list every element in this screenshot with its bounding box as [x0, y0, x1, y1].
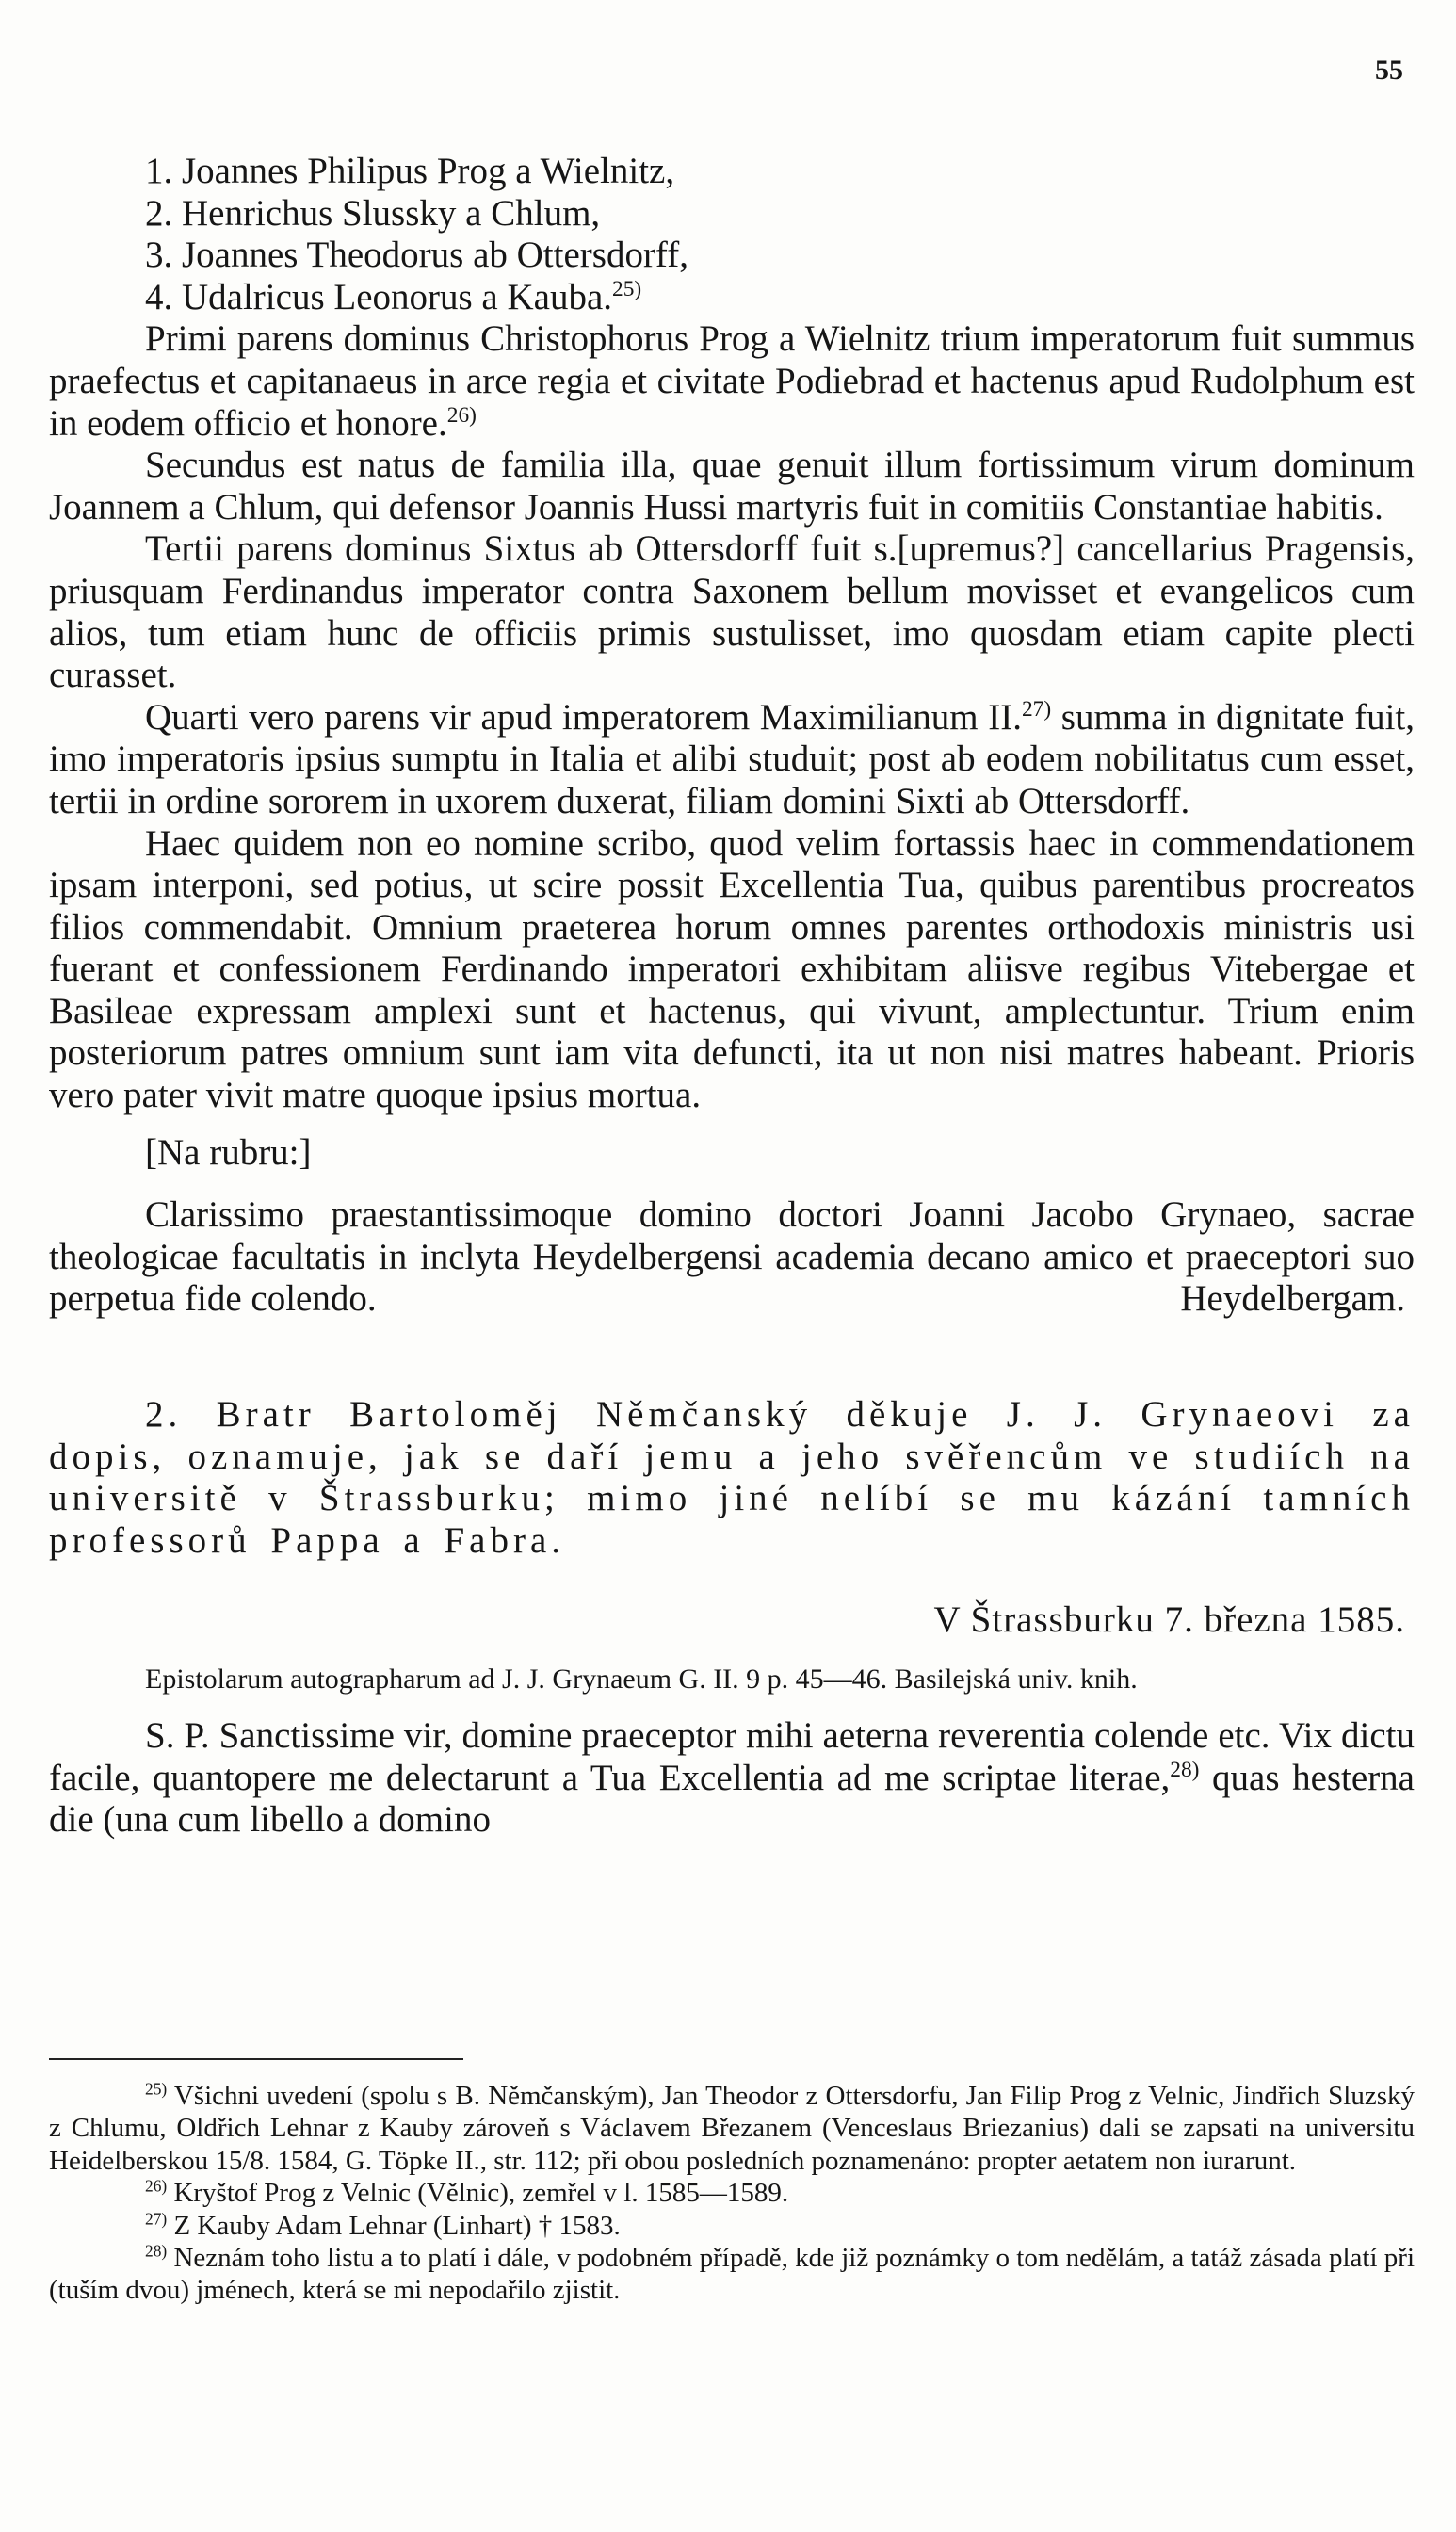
section-heading: 2. Bratr Bartoloměj Němčanský děkuje J. J. Grynaeovi za dopis, oznamuje, jak se daří jemu a jeho svěřencům ve studiích na universitě v Štrassburku; mimo jiné nelíbí se mu kázání tamních professorů Pappa a Fabra. [49, 1394, 1415, 1561]
paragraph-quarti [49, 697, 1415, 823]
footnote-number: 25) [145, 2079, 168, 2099]
footnote-text: Kryštof Prog z Velnic (Vělnic), zemřel v l. 1585—1589. [173, 2178, 789, 2209]
footnote-divider [49, 2058, 463, 2060]
address-city: Heydelbergam. [1180, 1278, 1405, 1320]
list-item: 2. Henrichus Slussky a Chlum, [145, 192, 601, 234]
paragraph-text: Primi parens dominus Christophorus Prog a Wielnitz trium imperatorum fuit summus praefectus et capitanaeus in arce regia et civitate Podiebrad et hactenus apud Rudolphum est in eodem officio et honore. [49, 318, 1415, 444]
footnote-text: Všichni uvedení (spolu s B. Němčanským), Jan Theodor z Ottersdorfu, Jan Filip Prog z Velnic, Jindřich Sluzský z Chlumu, Oldřich Lehnar z Kauby zároveň s Václavem Březanem (Venceslaus Briezanius) dali se zapsati na universitu Heidelberskou 15/8. 1584, G. Töpke II., str. 112; při obou posledních poznamenáno: propter aetatem non iurarunt. [49, 2081, 1415, 2176]
main-text [49, 151, 1415, 1842]
letter-text: S. P. Sanctissime vir, domine praeceptor mihi aeterna reverentia colende etc. Vix dictu facile, quantopere me delectarunt a Tua Excellentia ad me scriptae literae, [49, 1715, 1415, 1798]
address-text: Clarissimo praestantissimoque domino doctori Joanni Jacobo Grynaeo, sacrae theologicae facultatis in inclyta Heydelbergensi academia decano amico et praeceptori suo perpetua fide colendo. [49, 1194, 1415, 1320]
paragraph-primi [49, 318, 1415, 445]
student-list [145, 151, 1415, 318]
footnote [49, 2080, 1415, 2177]
rubrum-label: [Na rubru:] [145, 1131, 312, 1173]
paragraph-tertii: Tertii parens dominus Sixtus ab Ottersdorff fuit s.[upremus?] cancellarius Pragensis, priusquam Ferdinandus imperator contra Saxonem bellum movisset et evangelicos cum alios, tum etiam hunc de officiis primis sustulisset, imo quosdam etiam capite plecti curasset. [49, 528, 1415, 696]
footnote-ref: 28) [1170, 1757, 1200, 1782]
paragraph-text: Quarti vero parens vir apud imperatorem Maximilianum II. [145, 696, 1022, 738]
footnote-number: 28) [145, 2241, 168, 2261]
footnote-text: Neznám toho listu a to platí i dále, v podobném případě, kde již poznámky o tom nedělám, a tatáž zásada platí při (tuším dvou) jménech, která se mi nepodařilo zjistit. [49, 2243, 1416, 2306]
page-number: 55 [1375, 55, 1403, 86]
footnotes [49, 2080, 1415, 2307]
paragraph-secundus: Secundus est natus de familia illa, quae genuit illum fortissimum virum dominum Joannem a Chlum, qui defensor Joannis Hussi martyris fuit in comitiis Constantiae habitis. [49, 445, 1415, 528]
letter-opening [49, 1715, 1415, 1842]
list-item: 1. Joannes Philipus Prog a Wielnitz, [145, 151, 675, 191]
footnote-number: 26) [145, 2176, 168, 2196]
list-item-text: 4. Udalricus Leonorus a Kauba. [145, 276, 613, 317]
footnote [49, 2177, 1415, 2209]
footnote [49, 2210, 1415, 2242]
paragraph-text: summa in dignitate fuit, imo imperatoris ipsius sumptu in Italia et alibi studuit; post ab eodem nobilitatus cum esset, tertii in ordine sororem in uxorem duxerat, filiam domini Sixti ab Ottersdorff. [49, 696, 1415, 821]
footnote-ref: 27) [1021, 696, 1052, 722]
footnote [49, 2242, 1415, 2307]
address [49, 1194, 1415, 1321]
footnote-ref: 25) [612, 276, 642, 301]
footnote-number: 27) [145, 2208, 168, 2228]
paragraph-haec: Haec quidem non eo nomine scribo, quod velim fortassis haec in commendationem ipsam interponi, sed potius, ut scire possit Excellentia Tua, quibus parentibus procreatos filios commendabit. Omnium praeterea horum omnes parentes orthodoxis ministris usi fuerant et confessionem Ferdinando imperatori exhibitam aliisve regibus Vitebergae et Basileae expressam amplexi sunt et hactenus, qui vivunt, amplectuntur. Trium enim posteriorum patres omnium sunt iam vita defuncti, ita ut non nisi matres habeant. Prioris vero pater vivit matre quoque ipsius mortua. [49, 822, 1415, 1116]
letter-text: quas hesterna die (una cum libello a domino [49, 1757, 1415, 1841]
footnote-ref: 26) [446, 402, 477, 428]
list-item: 3. Joannes Theodorus ab Ottersdorff, [145, 235, 688, 276]
dateline: V Štrassburku 7. března 1585. [933, 1599, 1405, 1641]
footnote-text: Z Kauby Adam Lehnar (Linhart) † 1583. [173, 2210, 621, 2241]
source-note: Epistolarum autographarum ad J. J. Grynaeum G. II. 9 p. 45—46. Basilejská univ. knih. [145, 1664, 1138, 1695]
list-item [145, 277, 1415, 319]
